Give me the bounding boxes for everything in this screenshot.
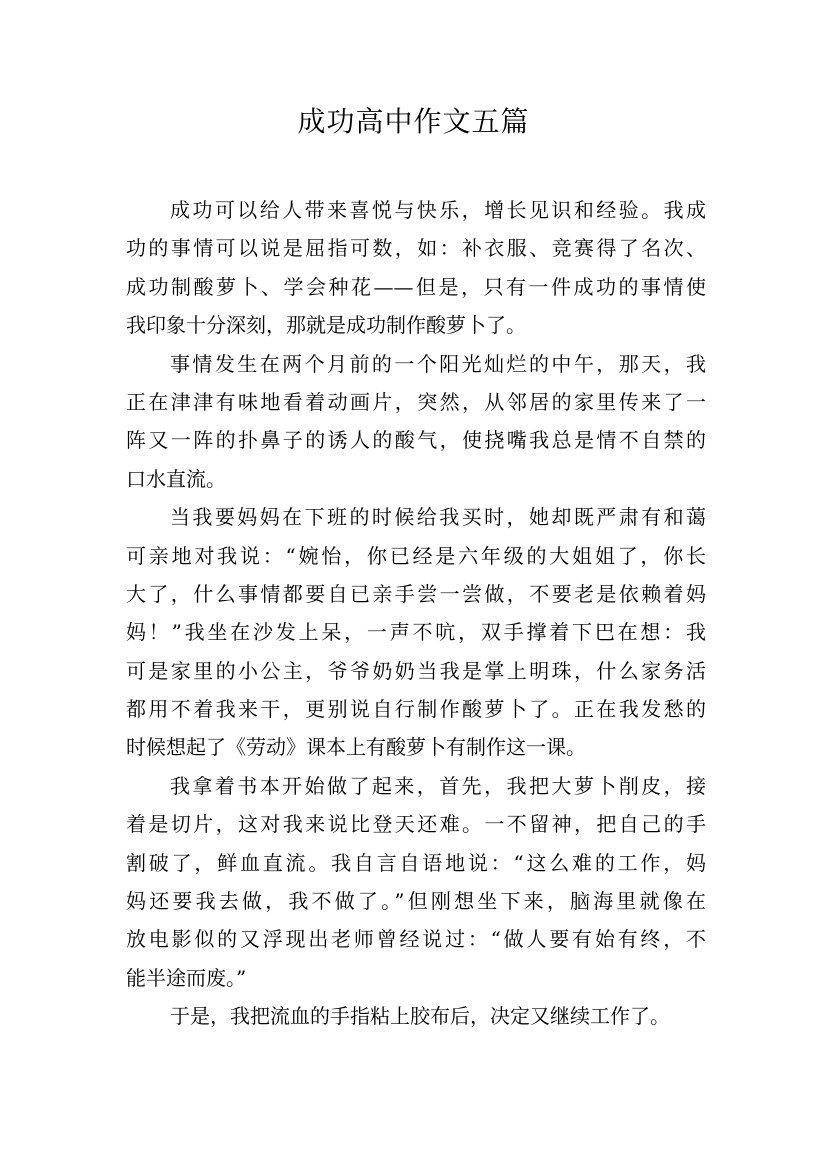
paragraph	[126, 345, 706, 499]
paragraph-line: 事情发生在两个月前的一个阳光灿烂的中午，那天，我	[170, 351, 706, 376]
paragraph-line: 着是切片，这对我来说比登天还难。一不留神，把自己的手	[126, 812, 706, 837]
paragraph	[126, 997, 706, 1035]
paragraph-line: 放电影似的又浮现出老师曾经说过：“做人要有始有终，不	[126, 927, 706, 952]
paragraph-line: 时候想起了《劳动》课本上有酸萝卜有制作这一课。	[126, 735, 586, 760]
paragraph-line: 妈！”我坐在沙发上呆，一声不吭，双手撑着下巴在想：我	[126, 620, 706, 645]
paragraph-line: 成功制酸萝卜、学会种花——但是，只有一件成功的事情使	[126, 274, 706, 299]
paragraph-line: 成功可以给人带来喜悦与快乐，增长见识和经验。我成	[170, 198, 706, 222]
paragraph-line: 当我要妈妈在下班的时候给我买时，她却既严肃有和蔼	[170, 505, 706, 530]
paragraph-line: 于是，我把流血的手指粘上胶布后，决定又继续工作了。	[170, 1004, 670, 1029]
paragraph-line: 都用不着我来干，更别说自行制作酸萝卜了。正在我发愁的	[126, 697, 706, 722]
paragraph-line: 阵又一阵的扑鼻子的诱人的酸气，使挠嘴我总是情不自禁的	[126, 428, 706, 453]
paragraph-line: 大了，什么事情都要自已亲手尝一尝做，不要老是依赖着妈	[126, 581, 706, 606]
document-body	[126, 191, 706, 1036]
paragraph-line: 我印象十分深刻，那就是成功制作酸萝卜了。	[126, 313, 526, 338]
paragraph	[126, 191, 706, 345]
paragraph-line: 可是家里的小公主，爷爷奶奶当我是掌上明珠，什么家务活	[126, 658, 706, 683]
paragraph-line: 我拿着书本开始做了起来，首先，我把大萝卜削皮，接	[170, 773, 706, 798]
document-title: 成功高中作文五篇	[297, 105, 530, 138]
paragraph-line: 口水直流。	[126, 466, 226, 491]
paragraph-line: 割破了，鲜血直流。我自言自语地说：“这么难的工作，妈	[126, 850, 706, 875]
paragraph-line: 妈还要我去做，我不做了。”但刚想坐下来，脑海里就像在	[126, 889, 706, 914]
paragraph-line: 可亲地对我说：“婉怡，你已经是六年级的大姐姐了，你长	[126, 543, 706, 568]
paragraph	[126, 498, 706, 767]
paragraph	[126, 767, 706, 997]
paragraph-line: 能半途而废。”	[126, 965, 247, 990]
paragraph-line: 功的事情可以说是屈指可数，如：补衣服、竞赛得了名次、	[126, 236, 706, 261]
paragraph-line: 正在津津有味地看着动画片，突然，从邻居的家里传来了一	[126, 389, 706, 414]
